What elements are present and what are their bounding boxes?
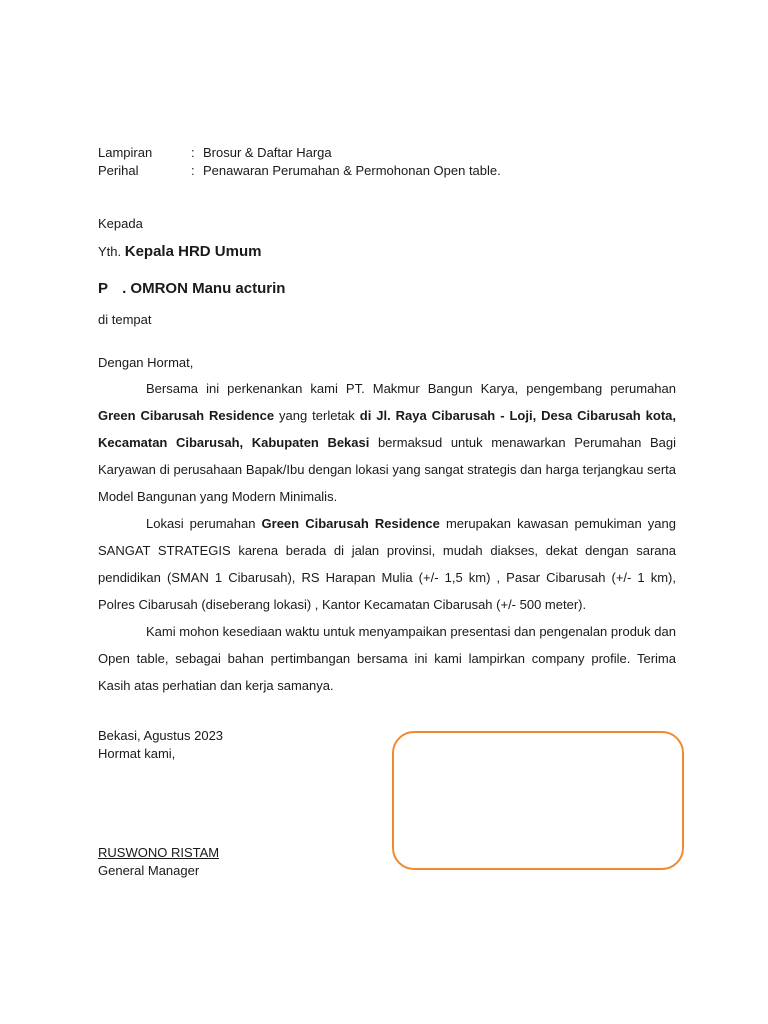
p2-project-name: Green Cibarusah Residence — [261, 516, 440, 531]
p1-text-a: Bersama ini perkenankan kami PT. Makmur Bangun Karya, pengembang perumahan — [146, 381, 676, 396]
subject-colon: : — [191, 163, 195, 178]
p1-project-name: Green Cibarusah Residence — [98, 408, 275, 423]
signer-title: General Manager — [98, 863, 200, 878]
recipient-company: . OMRON Manu acturin — [122, 280, 286, 297]
subject-value: Penawaran Perumahan & Permohonan Open table. — [203, 163, 501, 178]
recipient-to: Kepada — [98, 216, 143, 231]
attachment-label: Lampiran — [98, 145, 153, 160]
recipient-yth: Yth. — [98, 244, 122, 259]
regards: Hormat kami, — [98, 746, 176, 761]
greeting: Dengan Hormat, — [98, 355, 194, 370]
paragraph-1 — [98, 375, 676, 510]
attachment-colon: : — [191, 145, 195, 160]
recipient-company-prefix: P — [98, 280, 108, 297]
paragraph-2 — [98, 510, 676, 618]
place-date: Bekasi, Agustus 2023 — [98, 728, 224, 743]
signer-name: RUSWONO RISTAM — [98, 845, 220, 860]
recipient-company-line — [98, 280, 285, 297]
paragraph-3 — [98, 618, 676, 699]
p2-text-a: Lokasi perumahan — [146, 516, 262, 531]
signature-box — [392, 731, 684, 870]
p1-text-c: yang terletak — [274, 408, 360, 423]
p1-text-e: bermaksud untuk menawarkan Perumahan Bagi Karyawan di perusahaan Bapak/Ibu dengan lokasi yang sangat strategis dan harga terjangkau serta Model Bangunan yang Modern Minimalis. — [98, 435, 677, 504]
attachment-value: Brosur & Daftar Harga — [203, 145, 332, 160]
p2-text-c: merupakan kawasan pemukiman yang SANGAT STRATEGIS karena berada di jalan provinsi, mudah diakses, dekat dengan sarana pendidikan (SMAN 1 Cibarusah), RS Harapan Mulia (+/- 1,5 km) , Pasar Cibarusah (+/- 1 km), Polres Cibarusah (diseberang lokasi) , Kantor Kecamatan Cibarusah (+/- 500 meter). — [98, 516, 676, 612]
p3-text: Kami mohon kesediaan waktu untuk menyampaikan presentasi dan pengenalan produk dan Open table, sebagai bahan pertimbangan bersama ini kami lampirkan company profile. Terima Kasih atas perhatian dan kerja samanya. — [98, 624, 676, 693]
recipient-place: di tempat — [98, 312, 152, 327]
recipient-name: Kepala HRD Umum — [124, 243, 262, 260]
subject-label: Perihal — [98, 163, 139, 178]
recipient-line — [98, 243, 261, 260]
p1-address: di Jl. Raya Cibarusah - Loji, Desa Cibarusah kota, Kecamatan Cibarusah, Kabupaten Bekasi — [98, 408, 677, 450]
